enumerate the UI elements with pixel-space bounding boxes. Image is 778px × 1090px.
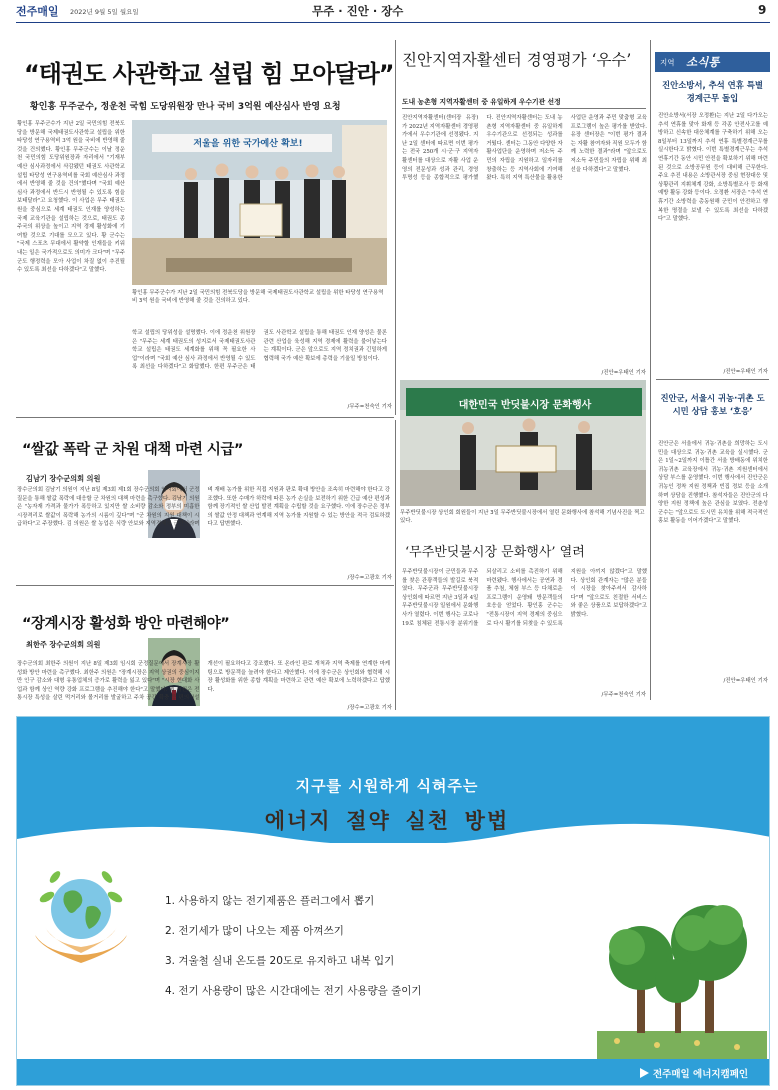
jinan-sub-rule bbox=[402, 108, 646, 109]
sidebar-story2-title: 진안군, 서울시 귀농·귀촌 도시민 상담 홍보 ‘호응’ bbox=[660, 393, 765, 416]
energy-item-3: 3. 겨울철 실내 온도를 20도로 유지하고 내복 입기 bbox=[165, 955, 395, 967]
energy-title: 에너지 절약 실천 방법 bbox=[264, 809, 510, 833]
sidebar-story1-body: 진안소방서(서장 오정환)는 지난 2일 다가오는 추석 연휴를 맞아 화재 등 각종 안전사고를 예방하고 신속한 대응체계를 구축하기 위해 오는 8일부터 13일까지 추석 연휴 특별경계근무를 실시한다고 밝혔다. 이번 특별경계근무는 추석 연휴기간 동안 시민 안전을 확보하기 위해 마련된 것으로 소방공무원 등이 대비해 근무한다. 주요 추진 내용은 소방관서장 중심 현장대응 및 상황관리 지휘체계 강화, 소방특별조사 등 화재 예방 활동 강화 등이다. 오정환 서장은 "추석 연휴기간 소방력을 총동원해 군민이 안전하고 행복한 명절을 보낼 수 있도록 최선을 다하겠다"고 말했다. bbox=[658, 113, 768, 223]
sidebar-story2-body: 진안군은 서울에서 귀농·귀촌을 희망하는 도시민을 대상으로 귀농·귀촌 교육을 실시했다. 군은 1일~2일까지 이틀간 서울 방배동에 위치한 귀농귀촌 교육장에서 귀농·귀촌 지원센터에서 상담 부스를 운영했다. 이번 행사에서 진안군은 귀농인 정착 지원 정책과 빈집 정보 등을 소개하며 상담을 진행했다. 참석자들은 진안군의 다양한 지원 정책에 높은 관심을 보였다. 전춘성 군수는 "앞으로도 도시민 유치를 위해 적극적인 홍보 활동을 이어가겠다"고 말했다. bbox=[658, 441, 768, 525]
section-rule-2 bbox=[16, 585, 394, 586]
sidebar-rule bbox=[656, 379, 769, 380]
muju-byline: /무주=천숙인 기자 bbox=[601, 692, 646, 698]
muju-market-photo bbox=[400, 380, 646, 506]
photo-sign-text: 저울을 위한 국가예산 확보! bbox=[193, 139, 303, 149]
play-icon bbox=[639, 1068, 649, 1078]
main-subheadline: 황인홍 무주군수, 정운천 국힘 도당위원장 만나 국비 3억원 예산심사 반영 요청 bbox=[30, 102, 341, 112]
market-body: 장수군의회 최한주 의원이 지난 8일 제3회 임시회 군정질문에서 장계시장 활성화 방안 마련을 촉구했다. 최한주 의원은 "장계시장은 지역 상권의 중심이지만 인구 감소와 대형 유통업체의 증가로 활력을 잃고 있다"며 "시장 현대화 사업과 함께 상인 역량 강화 프로그램을 추진해야 한다"고 말했다. 최 의원은 전통시장 특성을 살린 먹거리와 볼거리를 발굴하고 주차 공간 확충 등 편의시설 개선이 필요하다고 강조했다. 또 온라인 판로 개척과 지역 축제를 연계한 마케팅으로 방문객을 늘려야 한다고 제안했다. 이에 장수군은 상인회와 협력해 시장 활성화를 위한 종합 계획을 마련하고 관련 예산 확보에 노력하겠다고 답했다. bbox=[17, 661, 390, 702]
muju-photo-sign-text: 대한민국 반딧불시장 문화행사 bbox=[458, 400, 592, 411]
muju-photo-caption: 무주반딧불시장 상인회 회원들이 지난 3일 무주반딧불시장에서 열린 문화행사에 참석해 기념사진을 찍고 있다. bbox=[400, 510, 645, 524]
col-divider-center bbox=[395, 420, 396, 710]
section-rule-1 bbox=[16, 417, 394, 418]
main-byline: /무주=천숙인 기자 bbox=[347, 404, 392, 410]
muju-body: 무주반딧불시장이 군민들과 무주를 찾은 관광객들의 발길로 북적였다. 무주군과 무주반딧불시장 상인회에 따르면 지난 3일과 4일 무주반딧불시장 일원에서 문화행사가 열렸다. 이번 행사는 코로나19로 침체된 전통시장 분위기를 되살리고 소비를 촉진하기 위해 마련됐다. 행사에서는 공연과 경품 추첨, 체험 부스 등 다채로운 프로그램이 운영돼 방문객들의 호응을 얻었다. 황인홍 군수는 "전통시장이 지역 경제의 중심으로 다시 활기를 되찾을 수 있도록 지원을 아끼지 않겠다"고 말했다. 상인회 관계자는 "많은 분들이 시장을 찾아주셔서 감사하다"며 "앞으로도 친절한 서비스와 좋은 상품으로 보답하겠다"고 밝혔다. bbox=[402, 569, 647, 627]
main-body-right: 학교 설립의 당위성을 설명했다. 이에 정운천 위원장은 "무주는 세계 태권도의 성지로서 국제태권도사관학교 설립은 태권도 세계화를 위해 꼭 필요한 사업"이라며 "국회 예산 심사 과정에서 반영될 수 있도록 최선을 다하겠다"고 화답했다. 한편 무주군은 태권도 사관학교 설립을 통해 태권도 인재 양성은 물론 관련 산업을 육성해 지역 경제에 활력을 불어넣는다는 계획이다. 군은 앞으로도 지역 정치권과 긴밀하게 협력해 국가 예산 확보에 총력을 기울일 방침이다. bbox=[132, 330, 387, 371]
rice-body: 장수군의회 김남기 의원이 지난 8일 제3회 제1회 장수군의회 임시회에서 군정질문을 통해 쌀값 폭락에 대응할 군 차원의 대책 마련을 촉구했다. 김남기 의원은 "농자재 가격과 물가가 폭등하고 있지만 쌀 소비량 감소와 정부의 미흡한 시장격리로 쌀값이 폭락해 농가의 시름이 깊다"며 "군 차원의 지원 대책이 시급하다"고 주장했다. 김 의원은 쌀 농업은 식량 안보와 지역경제의 근간이라며 벼 재배 농가를 위한 직접 지원과 판로 확대 방안을 조속히 마련해야 한다고 강조했다. 또한 수매가 하락에 따른 농가 손실을 보전하기 위한 긴급 예산 편성과 함께 장기적인 쌀 산업 발전 계획을 수립할 것을 요구했다. 이에 장수군은 정부의 쌀값 안정 대책과 연계해 지역 농가를 지원할 수 있는 방안을 적극 검토하겠다고 답변했다. bbox=[17, 487, 390, 528]
sidebar-story1-title: 진안소방서, 추석 연휴 특별경계근무 돌입 bbox=[662, 80, 763, 103]
main-body-left: 황인홍 무주군수가 지난 2일 국민의힘 전북도당을 방문해 국제태권도사관학교 설립을 위한 타당성 연구용역비 3억 원을 국비에 반영해 줄 것을 건의했다. 황인홍 무주군수는 이날 정운천 국민의힘 도당위원장과 자리에서 "기재부 예산 심사과정에서 삭감됐던 태권도 사관학교 설립 타당성 연구용역비를 국회 예산심사 과정에서 반영해 줄 것을 건의"했다며 "국회 예산심사 과정에서 반드시 반영될 수 있도록 힘을 보태달라"고 요청했다. 이 사업은 무주 태권도원을 중심으로 세계 태권도 인재를 양성하는 국제 교육기관을 설립하는 것으로, 태권도 종주국의 위상을 높이고 지역 경제 활성화에 기여할 것으로 기대를 모으고 있다. 황 군수는 "국제 스포츠 무대에서 활약할 인재들을 키워내는 일은 국가적으로도 의미가 크다"며 "무주군도 행정력을 모아 사업이 차질 없이 추진될 수 있도록 최선을 다하겠다"고 말했다. bbox=[17, 121, 125, 274]
sidebar-story2-byline: /진안=우태인 기자 bbox=[723, 678, 768, 684]
energy-campaign: 전주매일 에너지캠페인 bbox=[653, 1069, 749, 1080]
main-photo-caption: 황인홍 무주군수가 지난 2일 국민의힘 전북도당을 방문해 국제태권도사관학교 설립을 위한 타당성 연구용역비 3억 원을 국비에 반영해 줄 것을 건의하고 있다. bbox=[132, 290, 384, 304]
jinan-subheadline: 도내 농촌형 지역자활센터 중 유일하게 우수기관 선정 bbox=[402, 98, 561, 106]
main-photo bbox=[132, 120, 387, 285]
market-byline: /장수=고광호 기자 bbox=[347, 705, 392, 711]
earth-hands-icon bbox=[25, 857, 137, 975]
trees-illustration bbox=[597, 863, 767, 1063]
rice-headline: “쌀값 폭락 군 차원 대책 마련 시급” bbox=[22, 442, 243, 458]
main-headline: “태권도 사관학교 설립 힘 모아달라” bbox=[24, 60, 394, 88]
col-divider-main bbox=[395, 40, 396, 415]
muju-headline: ‘무주반딧불시장 문화행사’ 열려 bbox=[405, 545, 585, 560]
header-rule bbox=[16, 22, 770, 23]
energy-item-4: 4. 전기 사용량이 많은 시간대에는 전기 사용량을 줄이기 bbox=[165, 985, 422, 997]
rice-byline: /장수=고광호 기자 bbox=[347, 575, 392, 581]
sidebar-story1-byline: /진안=우태인 기자 bbox=[723, 369, 768, 375]
jinan-body: 진안지역자활센터(센터장 유장)가 2022년 지역자활센터 경영평가에서 우수기관에 선정됐다. 지난 2일 센터에 따르면 이번 평가는 전국 250개 시·군·구 지역자활센터를 대상으로 자활 사업 운영의 전문성과 성과 관리, 경영 투명성 등을 종합적으로 평가했다. 진안지역자활센터는 도내 농촌형 지역자활센터 중 유일하게 우수기관으로 선정되는 성과를 거뒀다. 센터는 그동안 다양한 자활사업단을 운영하며 저소득 주민의 자립을 지원하고 일자리를 창출하는 등 지역사회에 기여해왔다. 특히 지역 특산물을 활용한 사업단 운영과 주민 맞춤형 교육 프로그램이 높은 평가를 받았다. 유장 센터장은 "이번 평가 결과는 자활 참여자와 직원 모두가 함께 노력한 결과"라며 "앞으로도 저소득 주민들의 자립을 위해 최선을 다하겠다"고 말했다. bbox=[402, 115, 647, 182]
page-number: 9 bbox=[758, 3, 767, 17]
issue-date: 2022년 9월 5일 월요일 bbox=[70, 8, 139, 16]
energy-item-2: 2. 전기세가 많이 나오는 제품 아껴쓰기 bbox=[165, 925, 344, 937]
rice-subheadline: 김남기 장수군의회 의원 bbox=[26, 474, 101, 483]
energy-item-1: 1. 사용하지 않는 전기제품은 플러그에서 뽑기 bbox=[165, 895, 375, 907]
sidebar-title: 소식통 bbox=[686, 55, 720, 69]
col-divider-sidebar bbox=[650, 40, 651, 700]
energy-tagline: 지구를 시원하게 식혀주는 bbox=[295, 777, 479, 795]
market-subheadline: 최한주 장수군의회 의원 bbox=[26, 640, 101, 649]
section-title: 무주 · 진안 · 장수 bbox=[312, 4, 404, 18]
market-headline: “장계시장 활성화 방안 마련해야” bbox=[22, 616, 230, 632]
jinan-headline: 진안지역자활센터 경영평가 ‘우수’ bbox=[402, 51, 632, 69]
paper-name: 전주매일 bbox=[16, 5, 59, 18]
jinan-byline: /진안=우태인 기자 bbox=[601, 370, 646, 376]
sidebar-label: 지역 bbox=[660, 58, 675, 67]
energy-ad bbox=[16, 716, 770, 1086]
